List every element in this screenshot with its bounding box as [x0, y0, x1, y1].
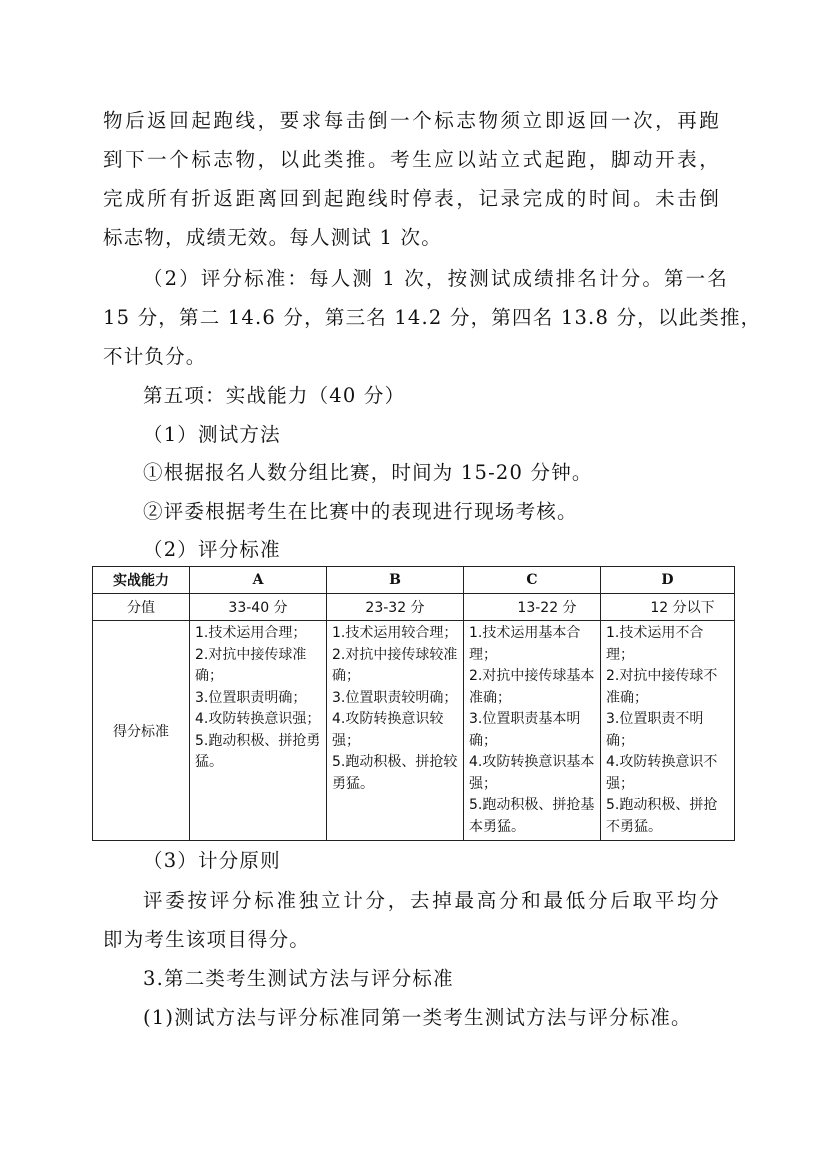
table-cell [190, 621, 327, 841]
paragraph-line: 物后返回起跑线，要求每击倒一个标志物须立即返回一次，再跑 [103, 109, 720, 132]
table-header-cell: B [327, 567, 464, 594]
section-heading: 第五项：实战能力（40 分） [143, 384, 406, 407]
paragraph-line: 标志物，成绩无效。每人测试 1 次。 [103, 226, 442, 249]
criteria-line: 4.攻防转换意识不强； [606, 754, 718, 792]
subsection-heading: （3）计分原则 [143, 849, 281, 872]
criteria-line: 3.位置职责不明确； [606, 711, 704, 749]
paragraph-line: 不计负分。 [103, 345, 207, 368]
criteria-line: 4.攻防转换意识较强； [332, 711, 444, 749]
table-cell [601, 621, 735, 841]
criteria-line: 5.跑动积极、拼抢基本勇猛。 [469, 797, 595, 835]
criteria-line: 2.对抗中接传球不准确； [606, 668, 718, 706]
subsection-heading: （1）测试方法 [143, 423, 281, 446]
criteria-line: 3.位置职责较明确； [332, 689, 458, 706]
table-cell: 33-40 分 [190, 594, 327, 621]
table-row [93, 621, 735, 841]
paragraph-line: (1)测试方法与评分标准同第一类考生测试方法与评分标准。 [143, 1006, 692, 1029]
list-item: ①根据报名人数分组比赛，时间为 15-20 分钟。 [143, 461, 593, 484]
list-item: ②评委根据考生在比赛中的表现进行现场考核。 [143, 500, 578, 523]
paragraph-line: 即为考生该项目得分。 [103, 928, 311, 951]
table-header-cell: C [464, 567, 601, 594]
criteria-line: 2.对抗中接传球较准确； [332, 646, 458, 684]
table-cell: 12 分以下 [601, 594, 735, 621]
paragraph-line: （2）评分标准：每人测 1 次，按测试成绩排名计分。第一名 [143, 267, 728, 290]
table-cell [464, 621, 601, 841]
paragraph-line: 完成所有折返距离回到起跑线时停表，记录完成的时间。未击倒 [103, 187, 720, 210]
table-cell [327, 621, 464, 841]
grading-table [92, 566, 735, 841]
table-header-cell: A [190, 567, 327, 594]
criteria-line: 5.跑动积极、拼抢较勇猛。 [332, 754, 458, 792]
paragraph-line: 评委按评分标准独立计分，去掉最高分和最低分后取平均分 [143, 889, 720, 912]
criteria-line: 1.技术运用不合理； [606, 625, 704, 663]
criteria-line: 1.技术运用合理； [195, 625, 307, 641]
criteria-line: 2.对抗中接传球准确； [195, 646, 307, 684]
section-heading: 3.第二类考生测试方法与评分标准 [143, 967, 454, 990]
criteria-line: 3.位置职责明确； [195, 689, 307, 706]
table-row-label: 得分标准 [93, 621, 190, 841]
criteria-line: 2.对抗中接传球基本准确； [469, 668, 595, 706]
criteria-line: 5.跑动积极、拼抢勇猛。 [195, 732, 321, 770]
criteria-line: 3.位置职责基本明确； [469, 711, 581, 749]
paragraph-line: 到下一个标志物，以此类推。考生应以站立式起跑，脚动开表， [103, 148, 720, 171]
criteria-line: 4.攻防转换意识基本强； [469, 754, 595, 792]
subsection-heading: （2）评分标准 [143, 538, 281, 561]
criteria-line: 1.技术运用较合理； [332, 625, 458, 641]
criteria-line: 4.攻防转换意识强； [195, 711, 321, 727]
paragraph-line: 15 分，第二 14.6 分，第三名 14.2 分，第四名 13.8 分，以此类推， [103, 306, 762, 329]
table-header-cell: D [601, 567, 735, 594]
table-row-label: 分值 [93, 594, 190, 621]
table-header-cell: 实战能力 [93, 567, 190, 594]
criteria-line: 1.技术运用基本合理； [469, 625, 581, 663]
table-cell: 23-32 分 [327, 594, 464, 621]
criteria-line: 5.跑动积极、拼抢不勇猛。 [606, 797, 718, 835]
table-cell: 13-22 分 [464, 594, 601, 621]
table-header-row [93, 567, 735, 594]
table-row [93, 594, 735, 621]
